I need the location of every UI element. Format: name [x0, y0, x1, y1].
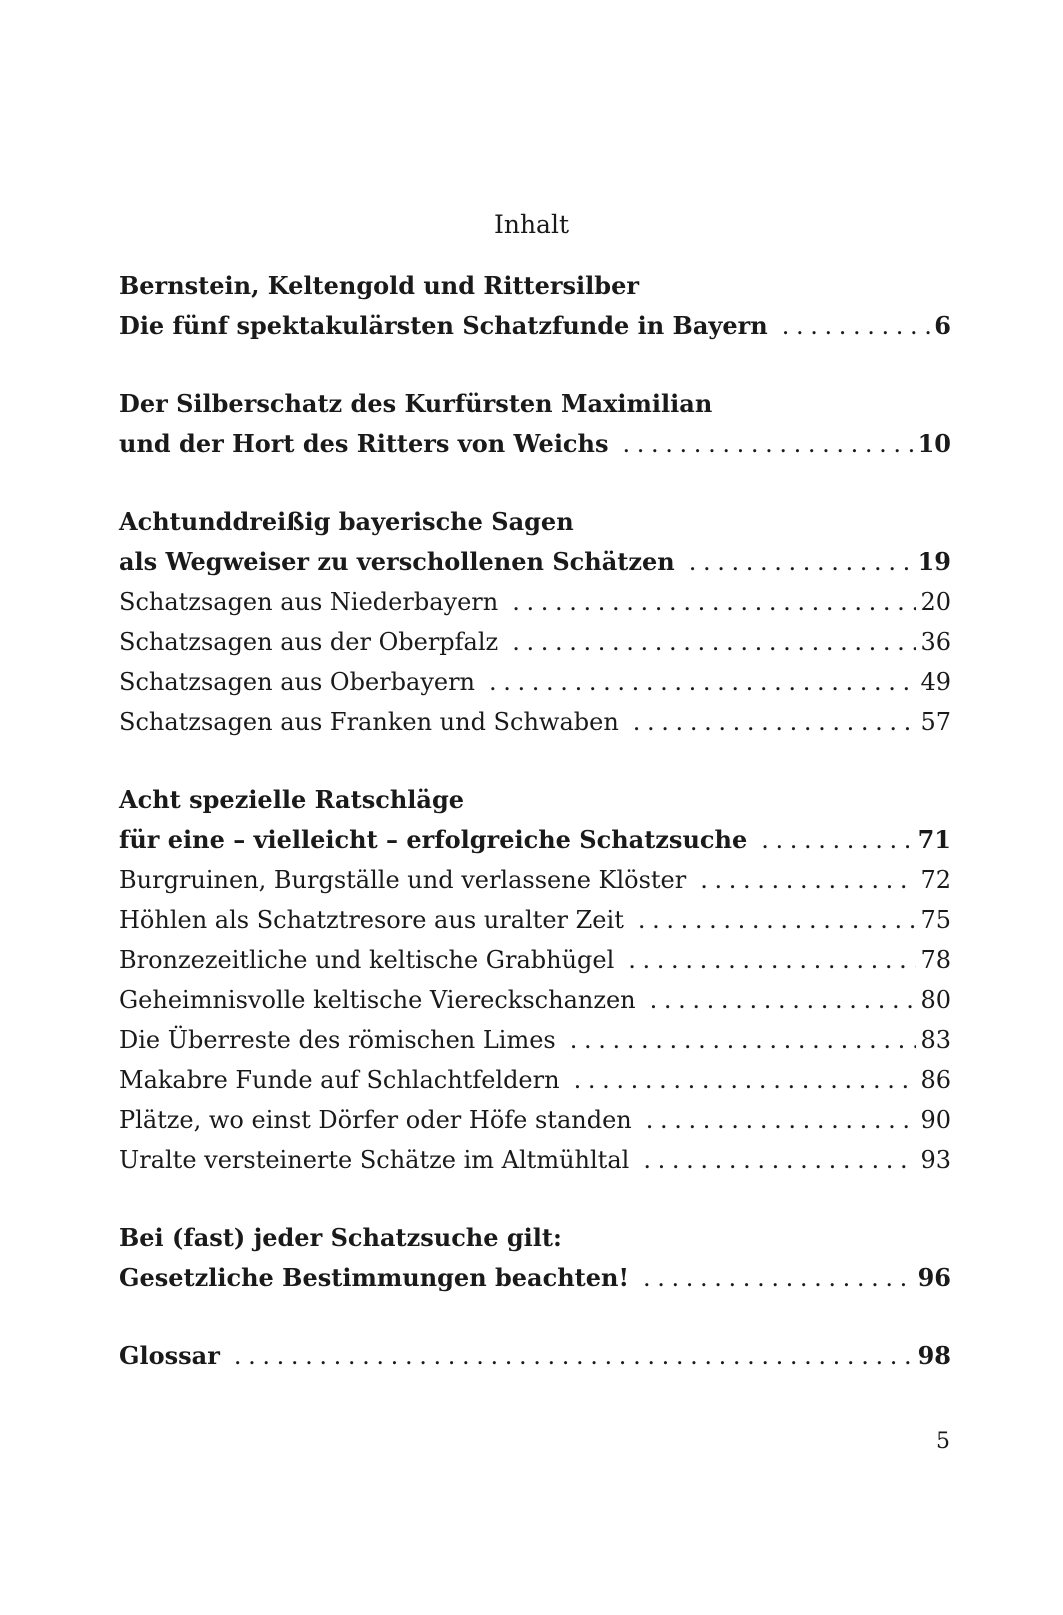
toc-entry — [119, 1140, 951, 1180]
toc-entry-title: Schatzsagen aus Niederbayern — [119, 588, 499, 616]
dot-leader — [489, 662, 916, 702]
toc-entry-title: Geheimnisvolle keltische Viereckschanzen — [119, 986, 636, 1014]
toc-entry-title: Burgruinen, Burgställe und verlassene Klöster — [119, 866, 687, 894]
toc-entry — [119, 860, 951, 900]
dot-leader — [512, 622, 916, 662]
toc-entry-page: 86 — [920, 1066, 951, 1094]
toc-entry-title: Acht spezielle Ratschläge — [119, 785, 464, 814]
toc-entry-title: Gesetzliche Bestimmungen beachten! — [119, 1263, 629, 1292]
toc-entry-page: 83 — [920, 1026, 951, 1054]
toc-entry-page: 57 — [920, 708, 951, 736]
toc-entry — [119, 266, 951, 306]
dot-leader — [570, 1020, 917, 1060]
toc-entry — [119, 820, 951, 860]
toc-entry-page: 78 — [920, 946, 951, 974]
toc-entry-title: Schatzsagen aus Franken und Schwaben — [119, 708, 619, 736]
toc-entry — [119, 582, 951, 622]
toc-entry-title: Die fünf spektakulärsten Schatzfunde in Bayern — [119, 311, 768, 340]
toc-entry-title: Bernstein, Keltengold und Rittersilber — [119, 271, 639, 300]
table-of-contents — [119, 266, 951, 1414]
dot-leader — [633, 702, 917, 742]
toc-entry-page: 80 — [920, 986, 951, 1014]
toc-entry-title: Schatzsagen aus Oberbayern — [119, 668, 476, 696]
dot-leader — [761, 820, 913, 860]
toc-entry — [119, 1336, 951, 1376]
toc-section — [119, 266, 951, 346]
toc-entry — [119, 940, 951, 980]
toc-entry — [119, 1258, 951, 1298]
toc-entry — [119, 980, 951, 1020]
dot-leader — [234, 1336, 914, 1376]
dot-leader — [628, 940, 916, 980]
toc-entry-title: Höhlen als Schatztresore aus uralter Zeit — [119, 906, 624, 934]
toc-entry — [119, 306, 951, 346]
toc-entry-title: Die Überreste des römischen Limes — [119, 1026, 556, 1054]
toc-entry-page: 19 — [917, 547, 951, 576]
toc-entry — [119, 424, 951, 464]
toc-entry — [119, 384, 951, 424]
toc-entry — [119, 662, 951, 702]
toc-entry-title: als Wegweiser zu verschollenen Schätzen — [119, 547, 675, 576]
toc-entry — [119, 622, 951, 662]
dot-leader — [512, 582, 916, 622]
toc-entry-page: 6 — [934, 311, 951, 340]
dot-leader — [650, 980, 917, 1020]
toc-entry — [119, 702, 951, 742]
toc-entry-page: 96 — [917, 1263, 951, 1292]
dot-leader — [643, 1258, 914, 1298]
dot-leader — [623, 424, 914, 464]
dot-leader — [700, 860, 916, 900]
toc-entry — [119, 1020, 951, 1060]
toc-entry-page: 90 — [920, 1106, 951, 1134]
toc-entry-page: 20 — [920, 588, 951, 616]
dot-leader — [643, 1140, 916, 1180]
toc-entry-page: 75 — [920, 906, 951, 934]
toc-entry-page: 72 — [920, 866, 951, 894]
page-number: 5 — [936, 1429, 950, 1454]
toc-section — [119, 384, 951, 464]
toc-entry-title: und der Hort des Ritters von Weichs — [119, 429, 609, 458]
toc-entry-title: Schatzsagen aus der Oberpfalz — [119, 628, 499, 656]
toc-entry-title: Bei (fast) jeder Schatzsuche gilt: — [119, 1223, 562, 1252]
toc-entry — [119, 900, 951, 940]
dot-leader — [646, 1100, 917, 1140]
dot-leader — [689, 542, 914, 582]
toc-entry — [119, 780, 951, 820]
dot-leader — [574, 1060, 917, 1100]
toc-entry — [119, 502, 951, 542]
toc-entry-page: 36 — [920, 628, 951, 656]
toc-entry-page: 98 — [917, 1341, 951, 1370]
toc-section — [119, 502, 951, 742]
toc-entry-title: Plätze, wo einst Dörfer oder Höfe standen — [119, 1106, 632, 1134]
toc-entry-title: Glossar — [119, 1341, 220, 1370]
toc-section — [119, 780, 951, 1180]
toc-section — [119, 1218, 951, 1298]
toc-entry — [119, 1100, 951, 1140]
toc-entry — [119, 542, 951, 582]
toc-entry-title: Makabre Funde auf Schlachtfeldern — [119, 1066, 560, 1094]
toc-section — [119, 1336, 951, 1376]
toc-entry-page: 93 — [920, 1146, 951, 1174]
toc-entry-title: für eine – vielleicht – erfolgreiche Schatzsuche — [119, 825, 748, 854]
toc-entry-page: 49 — [920, 668, 951, 696]
toc-entry-title: Bronzezeitliche und keltische Grabhügel — [119, 946, 615, 974]
toc-entry — [119, 1060, 951, 1100]
toc-entry-title: Uralte versteinerte Schätze im Altmühltal — [119, 1146, 630, 1174]
toc-entry — [119, 1218, 951, 1258]
toc-entry-title: Achtunddreißig bayerische Sagen — [119, 507, 574, 536]
toc-entry-title: Der Silberschatz des Kurfürsten Maximilian — [119, 389, 713, 418]
page-title: Inhalt — [493, 209, 570, 239]
toc-entry-page: 71 — [917, 825, 951, 854]
dot-leader — [638, 900, 917, 940]
toc-entry-page: 10 — [917, 429, 951, 458]
dot-leader — [782, 306, 931, 346]
